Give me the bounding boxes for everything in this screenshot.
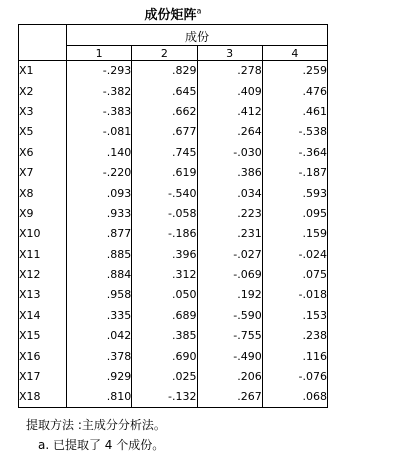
row-label: X18 (19, 387, 67, 407)
table-row (19, 326, 328, 346)
loading-cell: .689 (132, 305, 197, 325)
row-label: X12 (19, 264, 67, 284)
loading-cell: .810 (67, 387, 132, 407)
table-row (19, 183, 328, 203)
extraction-method-note: 提取方法 :主成分分析法。 (26, 418, 166, 432)
row-label: X1 (19, 61, 67, 81)
table-row (19, 285, 328, 305)
loading-cell: -.220 (67, 162, 132, 182)
loading-cell: .933 (67, 203, 132, 223)
loading-cell: -.187 (262, 162, 327, 182)
row-label: X14 (19, 305, 67, 325)
loading-cell: .095 (262, 203, 327, 223)
row-label: X2 (19, 81, 67, 101)
loading-cell: .312 (132, 264, 197, 284)
loading-cell: -.590 (197, 305, 262, 325)
loading-cell: .264 (197, 122, 262, 142)
table-title-text: 成份矩阵 (144, 8, 197, 23)
loading-cell: .278 (197, 61, 262, 81)
column-header: 1 (67, 46, 132, 61)
loading-cell: -.490 (197, 346, 262, 366)
row-label: X15 (19, 326, 67, 346)
loading-cell: .461 (262, 101, 327, 121)
row-label: X8 (19, 183, 67, 203)
loading-cell: -.018 (262, 285, 327, 305)
loading-cell: .378 (67, 346, 132, 366)
table-row (19, 346, 328, 366)
loading-cell: -.540 (132, 183, 197, 203)
loading-cell: .259 (262, 61, 327, 81)
loading-cell: -.755 (197, 326, 262, 346)
loading-cell: .619 (132, 162, 197, 182)
loading-cell: .068 (262, 387, 327, 407)
row-label: X10 (19, 224, 67, 244)
table-row (19, 387, 328, 407)
title-footnote-mark: a (196, 6, 202, 16)
loading-cell: -.382 (67, 81, 132, 101)
loading-cell: .223 (197, 203, 262, 223)
loading-cell: .884 (67, 264, 132, 284)
loading-cell: .745 (132, 142, 197, 162)
loading-cell: .034 (197, 183, 262, 203)
loading-cell: .677 (132, 122, 197, 142)
loading-cell: .645 (132, 81, 197, 101)
loading-cell: .206 (197, 366, 262, 386)
table-row (19, 224, 328, 244)
loading-cell: .877 (67, 224, 132, 244)
loading-cell: -.132 (132, 387, 197, 407)
loading-cell: -.293 (67, 61, 132, 81)
loading-cell: .267 (197, 387, 262, 407)
row-label: X3 (19, 101, 67, 121)
component-matrix-table (18, 24, 328, 408)
header-row-group (19, 25, 328, 46)
table-row (19, 264, 328, 284)
loading-cell: .385 (132, 326, 197, 346)
loading-cell: -.186 (132, 224, 197, 244)
table-row (19, 244, 328, 264)
loading-cell: .929 (67, 366, 132, 386)
loading-cell: -.024 (262, 244, 327, 264)
loading-cell: .093 (67, 183, 132, 203)
row-label: X9 (19, 203, 67, 223)
row-label: X5 (19, 122, 67, 142)
table-row (19, 203, 328, 223)
loading-cell: .231 (197, 224, 262, 244)
column-header: 3 (197, 46, 262, 61)
components-extracted-note: a. 已提取了 4 个成份。 (38, 438, 165, 452)
table-row (19, 142, 328, 162)
component-group-header: 成份 (67, 25, 328, 46)
row-label: X11 (19, 244, 67, 264)
loading-cell: .042 (67, 326, 132, 346)
loading-cell: -.364 (262, 142, 327, 162)
loading-cell: -.069 (197, 264, 262, 284)
table-row (19, 366, 328, 386)
loading-cell: .958 (67, 285, 132, 305)
corner-cell (19, 25, 67, 61)
loading-cell: -.030 (197, 142, 262, 162)
loading-cell: .662 (132, 101, 197, 121)
table-row (19, 305, 328, 325)
table-row (19, 81, 328, 101)
table-row (19, 101, 328, 121)
loading-cell: .409 (197, 81, 262, 101)
loading-cell: .386 (197, 162, 262, 182)
row-label: X16 (19, 346, 67, 366)
loading-cell: .690 (132, 346, 197, 366)
loading-cell: .335 (67, 305, 132, 325)
table-row (19, 61, 328, 81)
table-title (18, 4, 328, 23)
table-row (19, 162, 328, 182)
loading-cell: .829 (132, 61, 197, 81)
loading-cell: .140 (67, 142, 132, 162)
loading-cell: .476 (262, 81, 327, 101)
loading-cell: .192 (197, 285, 262, 305)
loading-cell: .396 (132, 244, 197, 264)
loading-cell: .593 (262, 183, 327, 203)
column-header: 2 (132, 46, 197, 61)
loading-cell: .025 (132, 366, 197, 386)
loading-cell: .075 (262, 264, 327, 284)
loading-cell: -.027 (197, 244, 262, 264)
row-label: X7 (19, 162, 67, 182)
table-body (19, 61, 328, 408)
table-row (19, 122, 328, 142)
loading-cell: .885 (67, 244, 132, 264)
loading-cell: .116 (262, 346, 327, 366)
loading-cell: .050 (132, 285, 197, 305)
loading-cell: .412 (197, 101, 262, 121)
row-label: X17 (19, 366, 67, 386)
row-label: X6 (19, 142, 67, 162)
loading-cell: -.383 (67, 101, 132, 121)
loading-cell: .238 (262, 326, 327, 346)
column-header: 4 (262, 46, 327, 61)
loading-cell: -.076 (262, 366, 327, 386)
loading-cell: .159 (262, 224, 327, 244)
row-label: X13 (19, 285, 67, 305)
loading-cell: .153 (262, 305, 327, 325)
loading-cell: -.081 (67, 122, 132, 142)
loading-cell: -.058 (132, 203, 197, 223)
loading-cell: -.538 (262, 122, 327, 142)
